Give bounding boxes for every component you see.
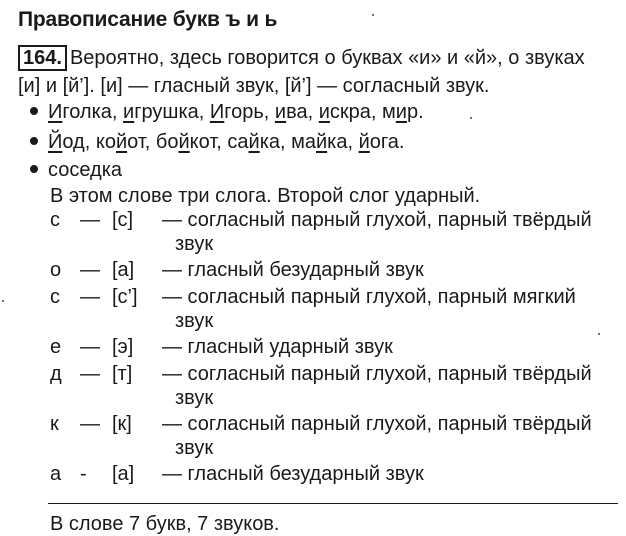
sound-description: — гласный безударный звук — [162, 259, 424, 281]
scan-speck — [372, 14, 374, 16]
dash: — — [80, 413, 100, 435]
phonetic-row — [50, 285, 620, 309]
sound-description-continuation: звук — [175, 387, 214, 409]
bullet-words — [48, 131, 404, 153]
exercise-intro-line-1 — [18, 45, 585, 71]
underlined-letter: Й — [48, 131, 63, 153]
underlined-letter: и — [395, 101, 407, 123]
underlined-letter: й — [178, 131, 190, 153]
example-word: сайка — [227, 131, 280, 153]
example-word: искра — [318, 101, 371, 123]
sound-description-continuation: звук — [175, 233, 214, 255]
punctuation: , — [216, 131, 228, 153]
punctuation: , — [307, 101, 319, 123]
punctuation: . — [418, 101, 424, 123]
syllable-note: В этом слове три слога. Второй слог ударный. — [50, 185, 481, 207]
punctuation: , — [347, 131, 359, 153]
example-word: мир — [382, 101, 419, 123]
underlined-letter: й — [248, 131, 260, 153]
bullet-dot-icon — [30, 107, 38, 115]
underlined-letter: й — [358, 131, 370, 153]
bullet-dot-icon — [30, 165, 38, 173]
letter: е — [50, 336, 62, 358]
example-word: Игорь — [209, 101, 264, 123]
sound-description: — гласный безударный звук — [162, 463, 424, 485]
phonetic-row — [50, 258, 620, 282]
example-word: койот — [95, 131, 145, 153]
punctuation: , — [144, 131, 156, 153]
bullet-words — [48, 159, 122, 181]
sound-transcription: [а] — [112, 463, 135, 485]
bullet-item-1 — [30, 100, 424, 124]
underlined-letter: И — [48, 101, 63, 123]
sound-description: — согласный парный глухой, парный твёрдый — [162, 363, 592, 385]
phonetic-row — [50, 462, 620, 486]
letter: о — [50, 259, 62, 281]
section-title: Правописание букв ъ и ь — [18, 8, 278, 31]
punctuation: , — [84, 131, 96, 153]
punctuation: , — [198, 101, 210, 123]
punctuation: , — [263, 101, 275, 123]
underlined-letter: и — [123, 101, 135, 123]
letter: д — [50, 363, 62, 385]
summary-text: В слове 7 букв, 7 звуков. — [50, 513, 280, 535]
sound-description: — гласный ударный звук — [162, 336, 393, 358]
punctuation: , — [280, 131, 292, 153]
sound-description: — согласный парный глухой, парный мягкий — [162, 286, 576, 308]
divider-line — [48, 503, 618, 504]
exercise-intro-line-2: [и] и [й’]. [и] — гласный звук, [й’] — согласный звук. — [18, 75, 490, 97]
sound-transcription: [с] — [112, 209, 134, 231]
bullet-dot-icon — [30, 137, 38, 145]
sound-description: — согласный парный глухой, парный твёрдый — [162, 413, 592, 435]
sound-transcription: [э] — [112, 336, 134, 358]
exercise-intro-text-1: Вероятно, здесь говорится о буквах «и» и «й», о звуках — [69, 47, 585, 69]
punctuation: , — [370, 101, 383, 123]
example-word: соседка — [48, 159, 123, 181]
example-word: майка — [291, 131, 348, 153]
punctuation: . — [398, 131, 405, 153]
scan-speck — [598, 333, 600, 335]
bullet-item-2 — [30, 130, 404, 154]
letter: а — [50, 463, 62, 485]
example-word: игрушка — [123, 101, 199, 123]
bullet-item-3 — [30, 158, 122, 182]
scan-speck — [2, 300, 4, 302]
letter: с — [50, 286, 60, 308]
dash: — — [80, 209, 100, 231]
underlined-letter: И — [209, 101, 225, 123]
sound-transcription: [с’] — [112, 286, 138, 308]
letter: с — [50, 209, 60, 231]
dash: — — [80, 286, 100, 308]
dash: — — [80, 336, 100, 358]
example-word: йога — [358, 131, 399, 153]
letter: к — [50, 413, 59, 435]
exercise-number: 164. — [18, 45, 67, 71]
punctuation: , — [111, 101, 124, 123]
sound-transcription: [а] — [112, 259, 135, 281]
sound-description-continuation: звук — [175, 310, 214, 332]
underlined-letter: й — [115, 131, 128, 153]
phonetic-row — [50, 412, 620, 436]
phonetic-row — [50, 335, 620, 359]
phonetic-row — [50, 208, 620, 232]
underlined-letter: и — [274, 101, 287, 123]
sound-description-continuation: звук — [175, 437, 214, 459]
scan-speck — [470, 117, 472, 119]
dash: — — [80, 363, 100, 385]
example-word: ива — [274, 101, 308, 123]
dash: — — [80, 259, 100, 281]
sound-transcription: [т] — [112, 363, 133, 385]
phonetic-row — [50, 362, 620, 386]
bullet-words — [48, 101, 424, 123]
example-word: Иголка — [48, 101, 112, 123]
example-word: Йод — [48, 131, 85, 153]
sound-description: — согласный парный глухой, парный твёрдый — [162, 209, 592, 231]
underlined-letter: и — [318, 101, 330, 123]
underlined-letter: й — [316, 131, 328, 153]
example-word: бойкот — [155, 131, 217, 153]
dash: - — [80, 463, 87, 485]
sound-transcription: [к] — [112, 413, 132, 435]
